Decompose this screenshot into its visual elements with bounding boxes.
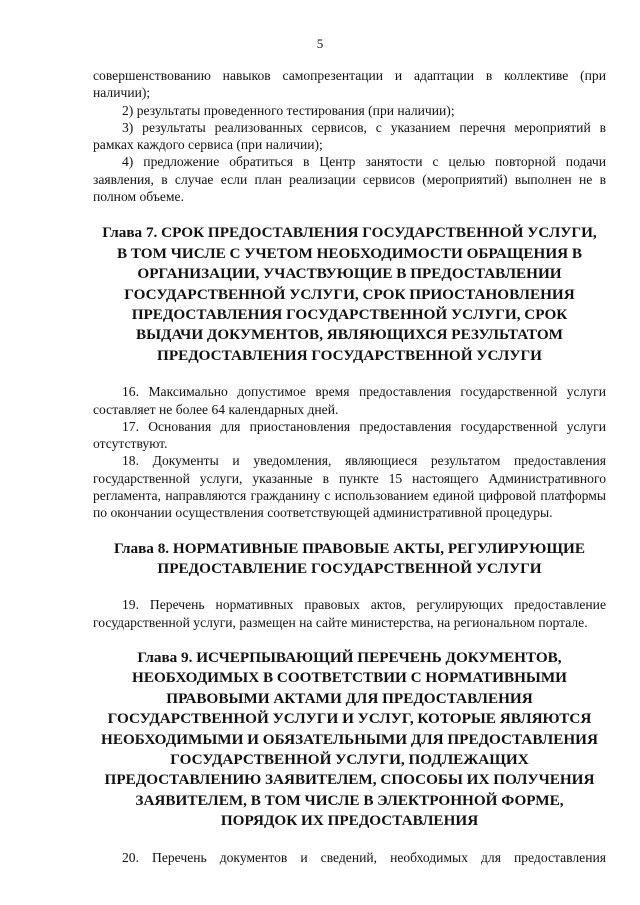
- paragraph-16: 16. Максимально допустимое время предоставления государственной услуги составляет не более 64 календарных дней.: [93, 384, 606, 417]
- chapter-9-heading: Глава 9. ИСЧЕРПЫВАЮЩИЙ ПЕРЕЧЕНЬ ДОКУМЕНТОВ, НЕОБХОДИМЫХ В СООТВЕТСТВИИ С НОРМАТИВНЫМИ ПРАВОВЫМИ АКТАМИ ДЛЯ ПРЕДОСТАВЛЕНИЯ ГОСУДАРСТВЕННОЙ УСЛУГИ И УСЛУГ, КОТОРЫЕ ЯВЛЯЮТСЯ НЕОБХОДИМЫМИ И ОБЯЗАТЕЛЬНЫМИ ДЛЯ ПРЕДОСТАВЛЕНИЯ ГОСУДАРСТВЕННОЙ УСЛУГИ, ПОДЛЕЖАЩИХ ПРЕДОСТАВЛЕНИЮ ЗАЯВИТЕЛЕМ, СПОСОБЫ ИХ ПОЛУЧЕНИЯ ЗАЯВИТЕЛЕМ, В ТОМ ЧИСЛЕ В ЭЛЕКТРОННОЙ ФОРМЕ, ПОРЯДОК ИХ ПРЕДОСТАВЛЕНИЯ: [101, 649, 598, 830]
- paragraph-20: 20. Перечень документов и сведений, необходимых для предоставления: [122, 849, 606, 865]
- chapter-7-heading: Глава 7. СРОК ПРЕДОСТАВЛЕНИЯ ГОСУДАРСТВЕННОЙ УСЛУГИ, В ТОМ ЧИСЛЕ С УЧЕТОМ НЕОБХОДИМОСТИ ОБРАЩЕНИЯ В ОРГАНИЗАЦИИ, УЧАСТВУЮЩИЕ В ПРЕДОСТАВЛЕНИИ ГОСУДАРСТВЕННОЙ УСЛУГИ, СРОК ПРИОСТАНОВЛЕНИЯ ПРЕДОСТАВЛЕНИЯ ГОСУДАРСТВЕННОЙ УСЛУГИ, СРОК ВЫДАЧИ ДОКУМЕНТОВ, ЯВЛЯЮЩИХСЯ РЕЗУЛЬТАТОМ ПРЕДОСТАВЛЕНИЯ ГОСУДАРСТВЕННОЙ УСЛУГИ: [102, 224, 597, 364]
- page-content: [93, 67, 606, 866]
- paragraph-18: 18. Документы и уведомления, являющиеся результатом предоставления государственной услуги, указанные в пункте 15 настоящего Административного регламента, направляются гражданину с использованием единой цифровой платформы по окончании осуществления соответствующей административной процедуры.: [93, 453, 606, 521]
- paragraph-continuation: совершенствованию навыков самопрезентации и адаптации в коллективе (при наличии);: [93, 68, 606, 101]
- list-item-4: 4) предложение обратиться в Центр занятости с целью повторной подачи заявления, в случае если план реализации сервисов (мероприятий) выполнен не в полном объеме.: [93, 154, 606, 205]
- page-number: 5: [316, 36, 324, 51]
- paragraph-19: 19. Перечень нормативных правовых актов, регулирующих предоставление государственной услуги, размещен на сайте министерства, на региональном портале.: [93, 597, 606, 630]
- list-item-3: 3) результаты реализованных сервисов, с указанием перечня мероприятий в рамках каждого сервиса (при наличии);: [93, 119, 606, 153]
- paragraph-17: 17. Основания для приостановления предоставления государственной услуги отсутствуют.: [93, 418, 606, 452]
- chapter-8-heading: Глава 8. НОРМАТИВНЫЕ ПРАВОВЫЕ АКТЫ, РЕГУЛИРУЮЩИЕ ПРЕДОСТАВЛЕНИЕ ГОСУДАРСТВЕННОЙ УСЛУГИ: [114, 539, 585, 577]
- list-item-2: 2) результаты проведенного тестирования (при наличии);: [122, 102, 455, 118]
